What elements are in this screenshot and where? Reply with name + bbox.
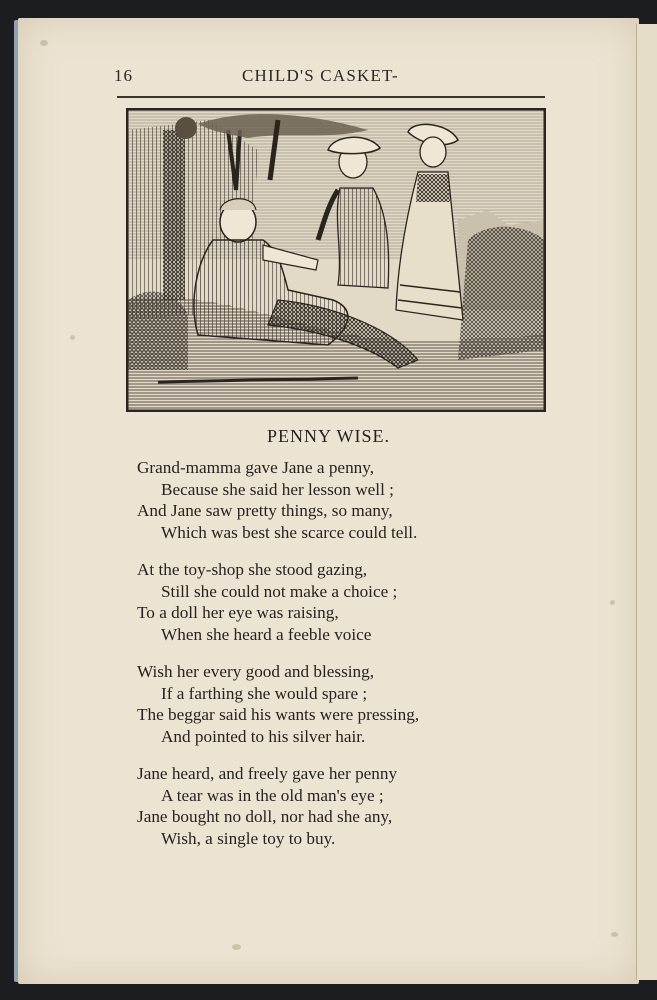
foxing-spot [232, 944, 241, 950]
poem-line: Jane bought no doll, nor had she any, [137, 807, 393, 826]
poem-line: The beggar said his wants were pressing, [137, 705, 420, 724]
running-title: CHILD'S CASKET- [242, 66, 399, 85]
poem-line: Jane heard, and freely gave her penny [137, 764, 398, 783]
facing-page-edge [637, 24, 657, 980]
poem-line: Which was best she scarce could tell. [161, 522, 418, 542]
poem-line: When she heard a feeble voice [161, 624, 372, 644]
stanza-1 [137, 457, 537, 543]
poem-line: And Jane saw pretty things, so many, [137, 501, 393, 520]
header-rule [117, 96, 545, 98]
poem-line: Because she said her lesson well ; [161, 479, 394, 499]
poem-line: If a farthing she would spare ; [161, 683, 368, 703]
poem-line: A tear was in the old man's eye ; [161, 785, 384, 805]
woodcut-illustration [126, 108, 546, 412]
poem-line: Still she could not make a choice ; [161, 581, 398, 601]
gutter-line [636, 24, 637, 980]
woodcut-beggar-and-girls-icon [128, 110, 544, 410]
stanza-2 [137, 559, 537, 645]
foxing-spot [70, 335, 75, 340]
poem-title: PENNY WISE. [267, 426, 390, 446]
foxing-spot [611, 932, 618, 937]
poem-line: At the toy-shop she stood gazing, [137, 560, 368, 579]
foxing-spot [40, 40, 48, 46]
stanza-3 [137, 661, 537, 747]
foxing-spot [610, 600, 615, 605]
running-head [100, 66, 545, 92]
poem-line: To a doll her eye was raising, [137, 603, 339, 622]
poem-line: Wish her every good and blessing, [137, 662, 375, 681]
page-number: 16 [114, 66, 133, 85]
poem-line: Grand-mamma gave Jane a penny, [137, 458, 375, 477]
stanza-4 [137, 763, 537, 849]
poem-line: Wish, a single toy to buy. [161, 828, 336, 848]
poem-line: And pointed to his silver hair. [161, 726, 366, 746]
